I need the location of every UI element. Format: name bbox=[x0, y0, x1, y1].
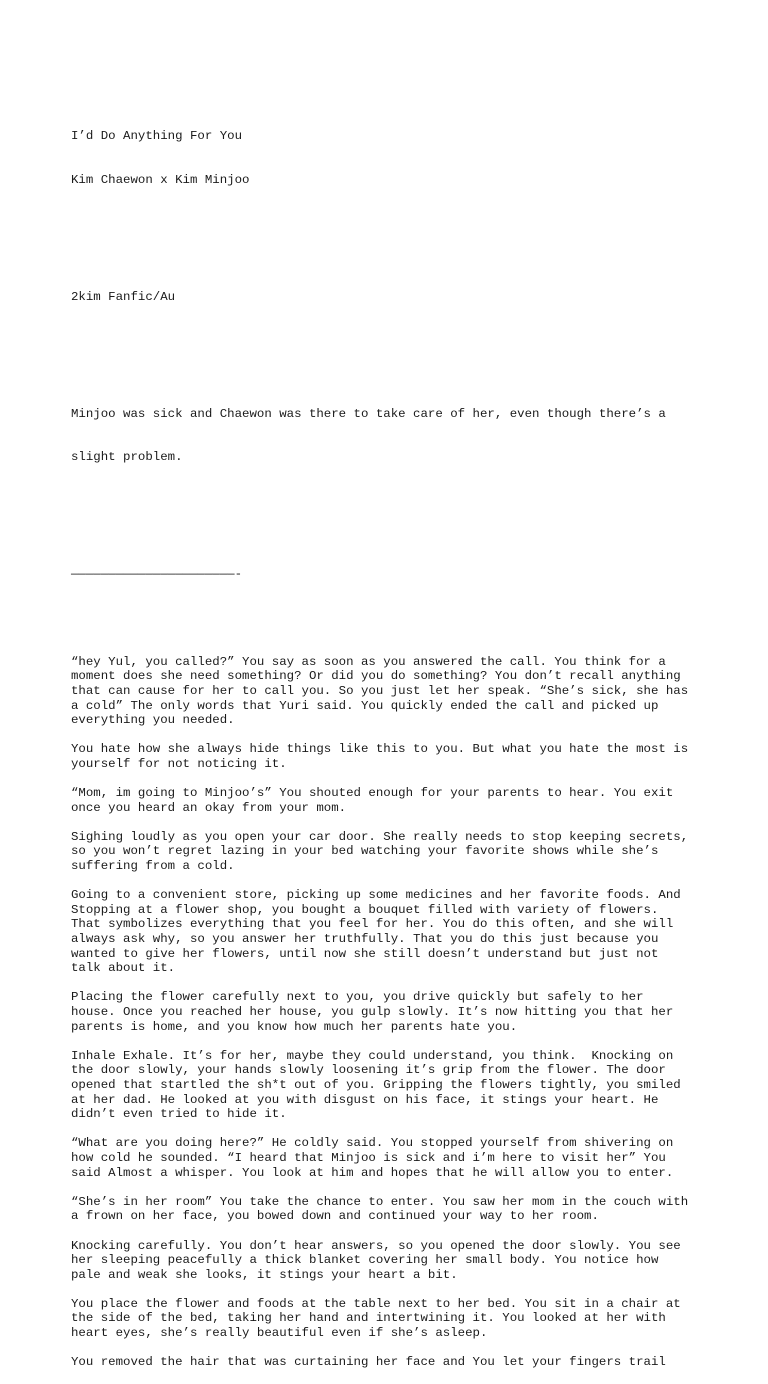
paragraph-line: that can cause for her to call you. So you just let her speak. “She’s sick, she has bbox=[71, 683, 689, 698]
story-paragraph bbox=[71, 1195, 711, 1224]
story-paragraph bbox=[71, 742, 711, 771]
paragraph-line: the door slowly, your hands slowly loosening it’s grip from the flower. The door bbox=[71, 1063, 666, 1078]
story-paragraph bbox=[71, 1239, 711, 1283]
paragraph-line: “What are you doing here?” He coldly said. You stopped yourself from shivering on bbox=[71, 1136, 674, 1151]
paragraph-line: You removed the hair that was curtaining her face and You let your fingers trail bbox=[71, 1355, 666, 1370]
story-paragraph bbox=[71, 1136, 711, 1180]
paragraph-line: heart eyes, she’s really beautiful even if she’s asleep. bbox=[71, 1326, 488, 1341]
paragraph-line: how cold he sounded. “I heard that Minjoo is sick and i’m here to visit her” You bbox=[71, 1150, 666, 1165]
paragraph-line: Stopping at a flower shop, you bought a bouquet filled with variety of flowers. bbox=[71, 902, 659, 917]
paragraph-line: opened that startled the sh*t out of you. Gripping the flowers tightly, you smiled bbox=[71, 1077, 681, 1092]
story-pairing: Kim Chaewon x Kim Minjoo bbox=[71, 173, 250, 188]
paragraph-line: the side of the bed, taking her hand and intertwining it. You looked at her with bbox=[71, 1311, 666, 1326]
paragraph-line: at her dad. He looked at you with disgust on his face, it stings your heart. He bbox=[71, 1092, 659, 1107]
paragraph-line: That symbolizes everything that you feel for her. You do this often, and she will bbox=[71, 917, 674, 932]
paragraph-line: a frown on her face, you bowed down and continued your way to her room. bbox=[71, 1209, 599, 1224]
paragraph-line: parents is home, and you know how much her parents hate you. bbox=[71, 1019, 518, 1034]
paragraph-line: talk about it. bbox=[71, 961, 176, 976]
paragraph-line: Knocking carefully. You don’t hear answers, so you opened the door slowly. You see bbox=[71, 1238, 681, 1253]
paragraph-line: wanted to give her flowers, until now she still doesn’t understand but just not bbox=[71, 946, 659, 961]
paragraph-line: Placing the flower carefully next to you, you drive quickly but safely to her bbox=[71, 990, 644, 1005]
story-paragraph bbox=[71, 655, 711, 728]
story-title: I’d Do Anything For You bbox=[71, 129, 243, 144]
paragraph-line: Inhale Exhale. It’s for her, maybe they could understand, you think. Knocking on bbox=[71, 1048, 674, 1063]
paragraph-line: house. Once you reached her house, you gulp slowly. It’s now hitting you that her bbox=[71, 1005, 674, 1019]
paragraph-line: always ask why, so you answer her truthfully. That you do this just because you bbox=[71, 932, 659, 947]
paragraph-line: once you heard an okay from your mom. bbox=[71, 800, 347, 815]
paragraph-line: “She’s in her room” You take the chance to enter. You saw her mom in the couch with bbox=[71, 1194, 689, 1209]
story-paragraph bbox=[71, 786, 711, 815]
story-paragraph bbox=[71, 1355, 711, 1370]
document-page bbox=[71, 71, 711, 1384]
story-paragraph bbox=[71, 1049, 711, 1122]
story-paragraph bbox=[71, 990, 711, 1034]
paragraph-line: You hate how she always hide things like this to you. But what you hate the most is bbox=[71, 742, 689, 757]
paragraph-line: Sighing loudly as you open your car door. She really needs to stop keeping secrets, bbox=[71, 829, 689, 844]
paragraph-line: a cold” The only words that Yuri said. You quickly ended the call and picked up bbox=[71, 698, 659, 713]
paragraph-line: moment does she need something? Or did you do something? You don’t recall anything bbox=[71, 669, 681, 684]
story-paragraph bbox=[71, 1297, 711, 1341]
paragraph-line: so you won’t regret lazing in your bed watching your favorite shows while she’s bbox=[71, 844, 659, 859]
paragraph-line: suffering from a cold. bbox=[71, 859, 235, 874]
paragraph-line: said Almost a whisper. You look at him and hopes that he will allow you to enter. bbox=[71, 1165, 674, 1180]
summary-line: slight problem. bbox=[71, 450, 183, 465]
paragraph-line: Going to a convenient store, picking up some medicines and her favorite foods. And bbox=[71, 888, 681, 903]
story-body bbox=[71, 655, 711, 1370]
paragraph-line: yourself for not noticing it. bbox=[71, 756, 287, 771]
story-paragraph bbox=[71, 888, 711, 976]
summary-line: Minjoo was sick and Chaewon was there to take care of her, even though there’s a bbox=[71, 406, 666, 421]
paragraph-line: “hey Yul, you called?” You say as soon as you answered the call. You think for a bbox=[71, 654, 666, 669]
story-paragraph bbox=[71, 830, 711, 874]
title-block bbox=[71, 100, 711, 217]
section-divider: ——————————————————————- bbox=[71, 567, 243, 582]
story-summary bbox=[71, 377, 711, 494]
paragraph-line: everything you needed. bbox=[71, 713, 235, 728]
paragraph-line: “Mom, im going to Minjoo’s” You shouted enough for your parents to hear. You exit bbox=[71, 786, 674, 801]
paragraph-line: You place the flower and foods at the table next to her bed. You sit in a chair at bbox=[71, 1296, 681, 1311]
paragraph-line: didn’t even tried to hide it. bbox=[71, 1107, 287, 1122]
paragraph-line: her sleeping peacefully a thick blanket covering her small body. You notice how bbox=[71, 1253, 659, 1268]
story-tag: 2kim Fanfic/Au bbox=[71, 289, 176, 304]
paragraph-line: pale and weak she looks, it stings your heart a bit. bbox=[71, 1267, 458, 1282]
